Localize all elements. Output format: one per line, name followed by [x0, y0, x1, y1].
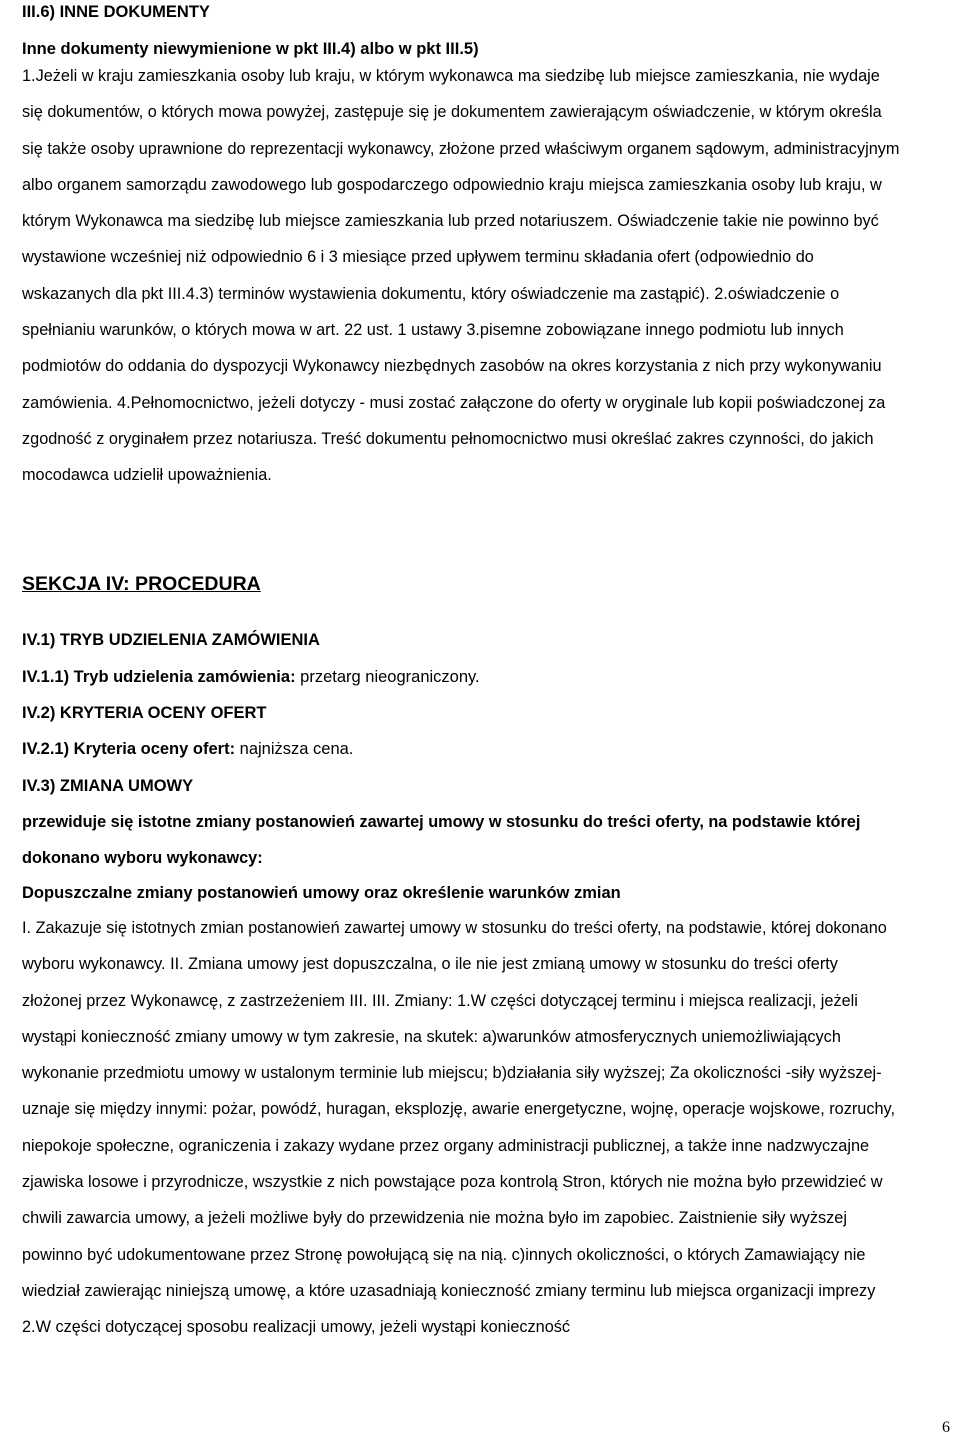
- section-heading-iii6: III.6) INNE DOKUMENTY: [22, 3, 210, 21]
- line-iv11: [22, 667, 480, 687]
- label-iv21: IV.2.1) Kryteria oceny ofert:: [22, 740, 236, 758]
- paragraph-contract-changes: I. Zakazuje się istotnych zmian postanowień zawartej umowy w stosunku do treści oferty, na podstawie, której dokonano wyboru wykonawcy. II. Zmiana umowy jest dopuszczalna, o ile nie jest zmianą umowy w stosunku do treści oferty złożonej przez Wykonawcę, z zastrzeżeniem III. III. Zmiany: 1.W części dotyczącej terminu i miejsca realizacji, jeżeli wystąpi konieczność zmiany umowy w tym zakresie, na skutek: a)warunków atmosferycznych uniemożliwiających wykonanie przedmiotu umowy w ustalonym terminie lub miejscu; b)działania siły wyższej; Za okoliczności -siły wyższej- uznaje się między innymi: pożar, powódź, huragan, eksplozję, awarie energetyczne, wojnę, operacje wojskowe, rozruchy, niepokoje społeczne, ograniczenia i zakazy wydane przez organy administracji publicznej, a także inne nadzwyczajne zjawiska losowe i przyrodnicze, wszystkie z nich powstające poza kontrolą Stron, których nie można było przewidzieć w chwili zawarcia umowy, a jeżeli możliwe były do przewidzenia nie można było im zapobiec. Zaistnienie siły wyższej powinno być udokumentowane przez Stronę powołującą się na nią. c)innych okoliczności, o których Zamawiający nie wiedział zawierając niniejszą umowę, a które uzasadniają konieczność zmiany terminu lub miejsca organizacji imprezy 2.W części dotyczącej sposobu realizacji umowy, jeżeli wystąpi konieczność: [22, 919, 896, 1337]
- question-iv3: przewiduje się istotne zmiany postanowień zawartej umowy w stosunku do treści oferty, na podstawie której dokonano wyboru wykonawcy:: [22, 813, 861, 868]
- value-iv21: najniższa cena.: [239, 740, 354, 758]
- section-title-procedure: SEKCJA IV: PROCEDURA: [22, 573, 261, 595]
- label-iv11: IV.1.1) Tryb udzielenia zamówienia:: [22, 668, 296, 686]
- heading-iv1: IV.1) TRYB UDZIELENIA ZAMÓWIENIA: [22, 631, 320, 649]
- section-subheading-iii6: Inne dokumenty niewymienione w pkt III.4) albo w pkt III.5): [22, 40, 479, 58]
- page-number: 6: [942, 1419, 950, 1436]
- subheading-iv3: Dopuszczalne zmiany postanowień umowy oraz określenie warunków zmian: [22, 884, 621, 902]
- line-iv21: [22, 739, 353, 759]
- heading-iv2: IV.2) KRYTERIA OCENY OFERT: [22, 704, 267, 722]
- heading-iv3: IV.3) ZMIANA UMOWY: [22, 777, 194, 795]
- paragraph-other-documents: 1.Jeżeli w kraju zamieszkania osoby lub kraju, w którym wykonawca ma siedzibę lub miejsce zamieszkania, nie wydaje się dokumentów, o których mowa powyżej, zastępuje się je dokumentem zawierającym oświadczenie, w którym określa się także osoby uprawnione do reprezentacji wykonawcy, złożone przed właściwym organem sądowym, administracyjnym albo organem samorządu zawodowego lub gospodarczego odpowiednio kraju miejsca zamieszkania osoby lub kraju, w którym Wykonawca ma siedzibę lub miejsce zamieszkania lub przed notariuszem. Oświadczenie takie nie powinno być wystawione wcześniej niż odpowiednio 6 i 3 miesiące przed upływem terminu składania ofert (odpowiednio do wskazanych dla pkt III.4.3) terminów wystawienia dokumentu, który oświadczenie ma zastąpić). 2.oświadczenie o spełnianiu warunków, o których mowa w art. 22 ust. 1 ustawy 3.pisemne zobowiązane innego podmiotu lub innych podmiotów do oddania do dyspozycji Wykonawcy niezbędnych zasobów na okres korzystania z nich przy wykonywaniu zamówienia. 4.Pełnomocnictwo, jeżeli dotyczy - musi zostać załączone do oferty w oryginale lub kopii poświadczonej za zgodność z oryginałem przez notariusza. Treść dokumentu pełnomocnictwo musi określać zakres czynności, do jakich mocodawca udzielił upoważnienia.: [22, 67, 900, 485]
- value-iv11: przetarg nieograniczony.: [300, 668, 480, 686]
